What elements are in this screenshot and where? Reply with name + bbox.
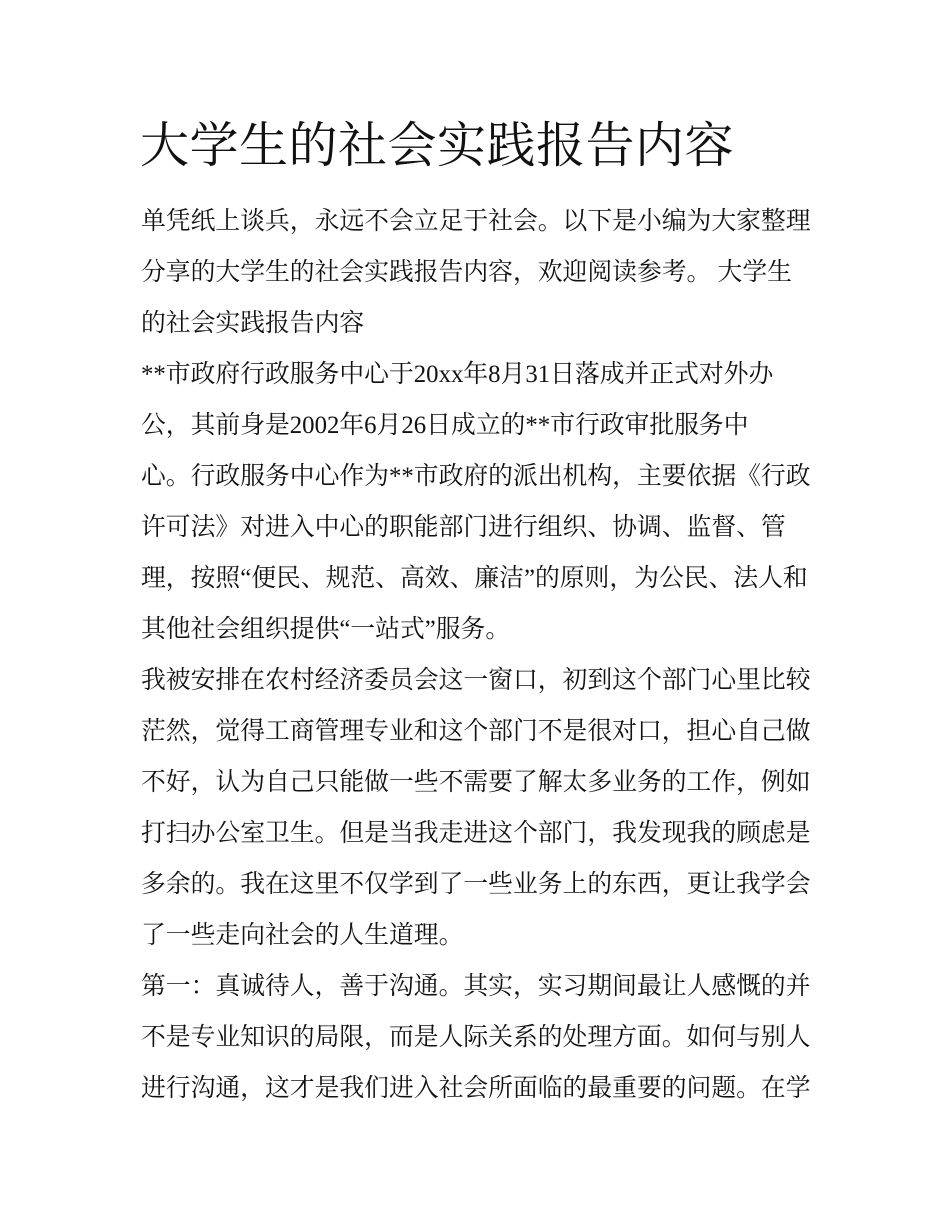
text-line: 理，按照“便民、规范、高效、廉洁”的原则，为公民、法人和 (141, 565, 808, 592)
text-line: 的社会实践报告内容 (141, 310, 365, 337)
text-line: 不好，认为自己只能做一些不需要了解太多业务的工作，例如 (141, 769, 811, 796)
text-line: 我被安排在农村经济委员会这一窗口，初到这个部门心里比较 (141, 667, 811, 694)
document-title: 大学生的社会实践报告内容 (140, 118, 735, 173)
text-line: 心。行政服务中心作为**市政府的派出机构，主要依据《行政 (141, 463, 811, 490)
text-line: 许可法》对进入中心的职能部门进行组织、协调、监督、管 (141, 514, 786, 541)
text-line: 其他社会组织提供“一站式”服务。 (141, 616, 511, 643)
text-line: **市政府行政服务中心于20xx年8月31日落成并正式对外办 (141, 361, 774, 388)
text-line: 第一：真诚待人，善于沟通。其实，实习期间最让人感慨的并 (141, 973, 811, 1000)
document-body (141, 196, 831, 1114)
text-line: 单凭纸上谈兵，永远不会立足于社会。以下是小编为大家整理 (141, 208, 811, 235)
text-line: 了一些走向社会的人生道理。 (141, 922, 464, 949)
text-line: 进行沟通，这才是我们进入社会所面临的最重要的问题。在学 (141, 1075, 811, 1102)
text-line: 多余的。我在这里不仅学到了一些业务上的东西，更让我学会 (141, 871, 811, 898)
text-line: 不是专业知识的局限，而是人际关系的处理方面。如何与别人 (141, 1024, 811, 1051)
text-line: 公，其前身是2002年6月26日成立的**市行政审批服务中 (141, 412, 749, 439)
text-line: 分享的大学生的社会实践报告内容，欢迎阅读参考。 大学生 (141, 259, 792, 286)
text-line: 茫然，觉得工商管理专业和这个部门不是很对口，担心自己做 (141, 718, 811, 745)
text-line: 打扫办公室卫生。但是当我走进这个部门，我发现我的顾虑是 (141, 820, 811, 847)
